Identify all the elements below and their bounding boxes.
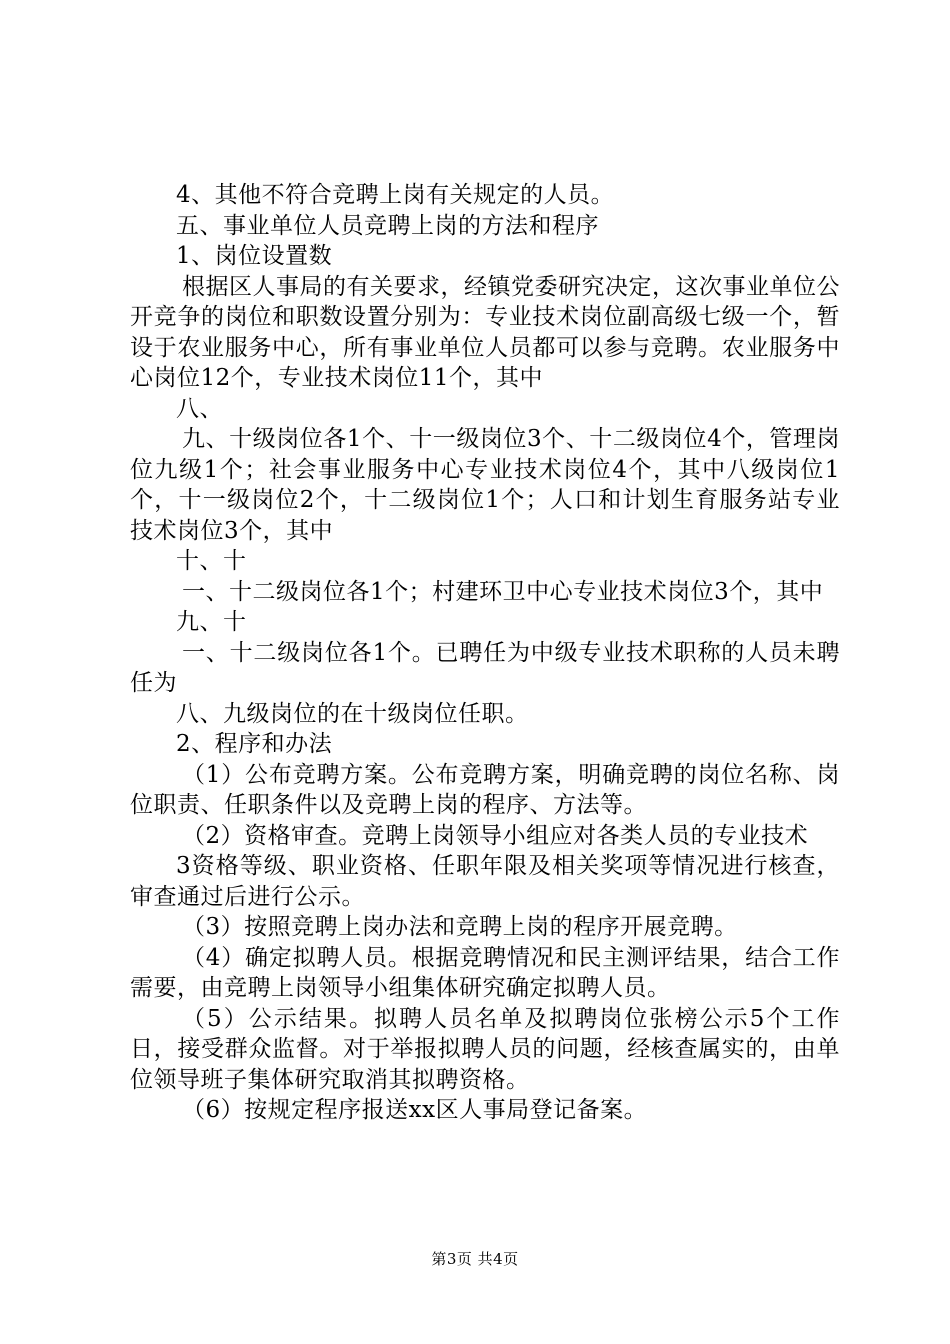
document-body [130,180,840,1126]
paragraph-fragment-10: 十、十 [176,548,247,574]
paragraph-step-6: （6）按规定程序报送xx区人事局登记备案。 [182,1097,648,1123]
paragraph-position-setup: 根据区人事局的有关要求，经镇党委研究决定，这次事业单位公开竞争的岗位和职数设置分别为：专业技术岗位副高级七级一个，暂设于农业服务中心，所有事业单位人员都可以参与竞聘。农业服务中心岗位12个，专业技术岗位11个，其中 [130,273,840,391]
paragraph-step-4: （4）确定拟聘人员。根据竞聘情况和民主测评结果，结合工作需要，由竞聘上岗领导小组集体研究确定拟聘人员。 [130,944,840,1001]
section-heading-5: 五、事业单位人员竞聘上岗的方法和程序 [176,212,599,239]
paragraph-level-assignment: 八、九级岗位的在十级岗位任职。 [176,700,529,727]
paragraph-fragment-8: 八、 [176,395,223,422]
paragraph-1: 4、其他不符合竞聘上岗有关规定的人员。 [176,182,615,208]
paragraph-fragment-9: 九、十 [176,609,247,635]
paragraph-position-details: 九、十级岗位各1个、十一级岗位3个、十二级岗位4个，管理岗位九级1个；社会事业服务中心专业技术岗位4个，其中八级岗位1个，十一级岗位2个，十二级岗位1个；人口和计划生育服务站专业技术岗位3个，其中 [130,426,840,544]
subheading-position-count: 1、岗位设置数 [176,243,333,269]
paragraph-step-2: （2）资格审查。竞聘上岗领导小组应对各类人员的专业技术 [182,822,809,849]
paragraph-step-3: （3）按照竞聘上岗办法和竞聘上岗的程序开展竞聘。 [182,914,738,940]
paragraph-mid-level-title: 一、十二级岗位各1个。已聘任为中级专业技术职称的人员未聘任为 [130,639,840,696]
paragraph-step-2-cont: 3资格等级、职业资格、任职年限及相关奖项等情况进行核查，审查通过后进行公示。 [130,853,840,910]
paragraph-step-1: （1）公布竞聘方案。公布竞聘方案，明确竞聘的岗位名称、岗位职责、任职条件以及竞聘上岗的程序、方法等。 [130,761,840,818]
paragraph-village-center: 一、十二级岗位各1个；村建环卫中心专业技术岗位3个，其中 [182,578,824,605]
paragraph-step-5: （5）公示结果。拟聘人员名单及拟聘岗位张榜公示5个工作日，接受群众监督。对于举报拟聘人员的问题，经核查属实的，由单位领导班子集体研究取消其拟聘资格。 [130,1005,840,1093]
subheading-procedure: 2、程序和办法 [176,731,333,757]
page-footer: 第3页 共4页 [431,1250,519,1268]
